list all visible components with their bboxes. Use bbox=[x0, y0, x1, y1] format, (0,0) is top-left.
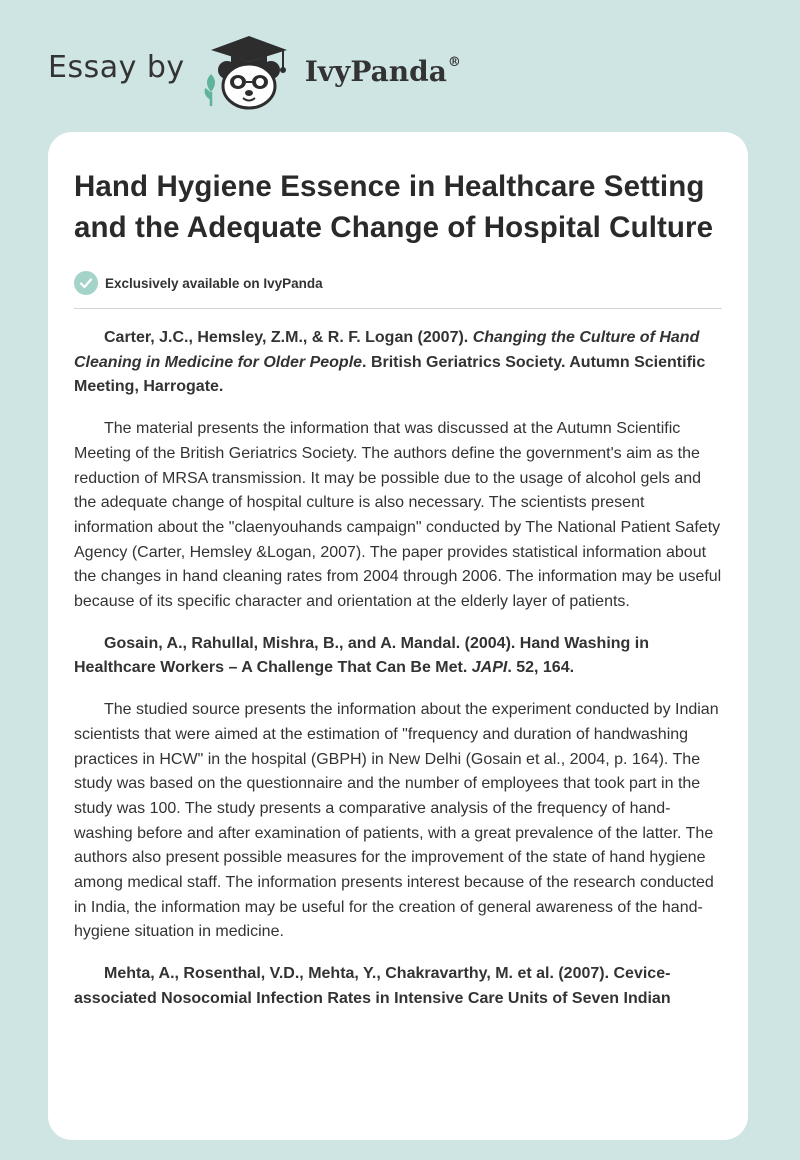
site-header bbox=[48, 30, 752, 110]
essay-by-label: Essay by bbox=[48, 49, 185, 85]
ivypanda-logo-icon[interactable] bbox=[199, 30, 299, 110]
essay-title: Hand Hygiene Essence in Healthcare Setting and the Adequate Change of Hospital Culture bbox=[74, 170, 714, 244]
reference-mehta: Mehta, A., Rosenthal, V.D., Mehta, Y., Chakravarthy, M. et al. (2007). Cevice-associated Nosocomial Infection Rates in Intensive Care Units of Seven Indian bbox=[74, 965, 671, 1007]
paragraph-gosain-summary: The studied source presents the information about the experiment conducted by Indian scientists that were aimed at the estimation of "frequency and duration of handwashing practices in HCW" in the hospital (GBPH) in New Delhi (Gosain et al., 2004, p. 164). The study was based on the questionnaire and the number of employees that took part in the study was 100. The study presents a comparative analysis of the frequency of hand-washing before and after examination of patients, with a great prevalence of the latter. The authors also present possible measures for the improvement of the state of hand hygiene among medical staff. The information presents interest because of the research conducted in India, the information may be useful for the creation of general awareness of the hand-hygiene situation in medicine. bbox=[74, 701, 719, 941]
paragraph-carter-summary: The material presents the information that was discussed at the Autumn Scientific Meeting of the British Geriatrics Society. The authors define the government's aim as the reduction of MRSA transmission. It may be possible due to the usage of alcohol gels and the adequate change of hospital culture is also necessary. The scientists present information about the "claenyouhands campaign" conducted by The National Patient Safety Agency (Carter, Hemsley &Logan, 2007). The paper provides statistical information about the changes in hand cleaning rates from 2004 through 2006. The information may be useful because of its specific character and orientation at the elderly layer of patients. bbox=[74, 420, 722, 611]
divider bbox=[74, 308, 722, 309]
checkmark-icon bbox=[74, 271, 98, 295]
brand-name[interactable]: IvyPanda® bbox=[304, 54, 461, 88]
exclusive-badge bbox=[74, 271, 722, 295]
reference-carter: Carter, J.C., Hemsley, Z.M., & R. F. Logan (2007). Changing the Culture of Hand Cleaning in Medicine for Older People. British Geriatrics Society. Autumn Scientific Meeting, Harrogate. bbox=[74, 329, 706, 396]
essay-body bbox=[74, 326, 722, 1012]
reference-gosain: Gosain, A., Rahullal, Mishra, B., and A. Mandal. (2004). Hand Washing in Healthcare Workers – A Challenge That Can Be Met. JAPI. 52, 164. bbox=[74, 634, 649, 677]
essay-card bbox=[48, 132, 748, 1140]
exclusive-badge-text: Exclusively available on IvyPanda bbox=[105, 275, 323, 291]
